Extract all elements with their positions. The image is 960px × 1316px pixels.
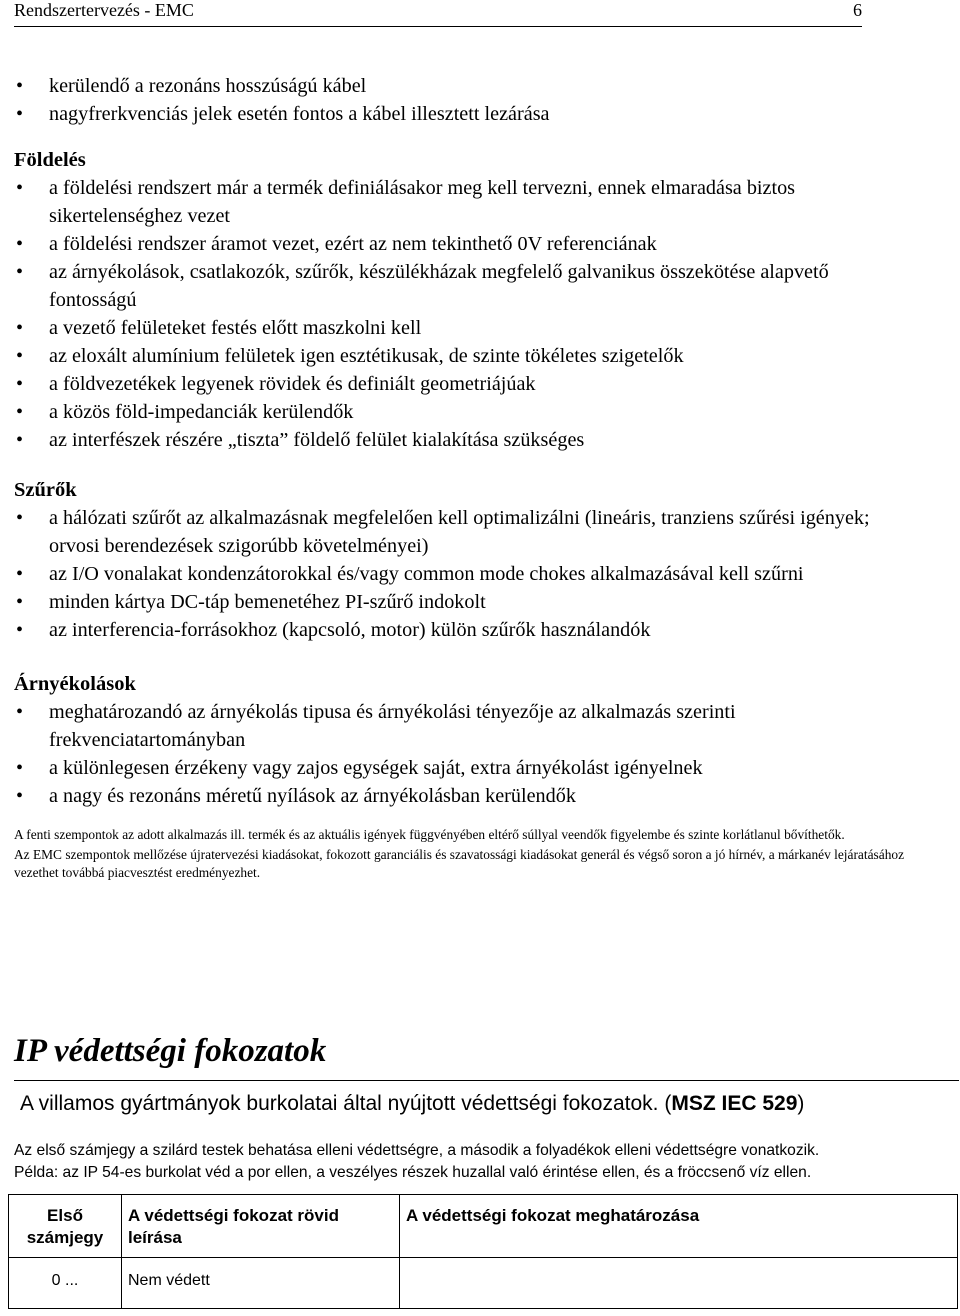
list-item: • a földelési rendszert már a termék definiálásakor meg kell tervezni, ennek elmaradása biztos sikertelenséghez vezet [14, 174, 914, 230]
list-item: • az árnyékolások, csatlakozók, szűrők, készülékházak megfelelő galvanikus összekötése alapvető fontosságú [14, 258, 914, 314]
bullet-icon: • [16, 317, 24, 339]
list-item: • a vezető felületeket festés előtt maszkolni kell [14, 314, 914, 342]
list-item: • kerülendő a rezonáns hosszúságú kábel [14, 72, 914, 100]
bullet-icon: • [16, 103, 24, 125]
column-header-definition: A védettségi fokozat meghatározása [400, 1195, 958, 1258]
main-content [14, 72, 914, 882]
list-item: • a nagy és rezonáns méretű nyílások az árnyékolásban kerülendők [14, 782, 914, 810]
bullet-icon: • [16, 75, 24, 97]
note-paragraph: A fenti szempontok az adott alkalmazás ill. termék és az aktuális igények függvényében eltérő súllyal veendők figyelembe és szinte korlátlanul bővíthetők. [14, 827, 845, 842]
ip-description: Az első számjegy a szilárd testek behatása elleni védettségre, a második a folyadékok elleni védettségre vonatkozik. Példa: az IP 54-es burkolat véd a por ellen, a veszélyes részek huzallal való érintése ellen, és a fröccsenő víz ellen. [14, 1142, 820, 1181]
bullet-icon: • [16, 701, 24, 723]
list-item: • minden kártya DC-táp bemenetéhez PI-szűrő indokolt [14, 588, 914, 616]
list-item: • az interferencia-forrásokhoz (kapcsoló, motor) külön szűrők használandók [14, 616, 914, 644]
list-item: • a hálózati szűrőt az alkalmazásnak megfelelően kell optimalizálni (lineáris, tranziens szűrési igények; orvosi berendezések szigorúbb követelményei) [14, 504, 914, 560]
bullet-icon: • [16, 619, 24, 641]
document-title: Rendszertervezés - EMC [14, 0, 194, 20]
list-item: • a földelési rendszer áramot vezet, ezért az nem tekinthető 0V referenciának [14, 230, 914, 258]
page-header [14, 0, 862, 27]
ip-subtitle: A villamos gyártmányok burkolatai által nyújtott védettségi fokozatok. (MSZ IEC 529) [20, 1092, 805, 1115]
bullet-icon: • [16, 563, 24, 585]
bullet-icon: • [16, 345, 24, 367]
table-header-row [9, 1195, 958, 1258]
bullet-icon: • [16, 757, 24, 779]
section-heading-szurok: Szűrők [14, 479, 77, 501]
list-item: • meghatározandó az árnyékolás tipusa és árnyékolási tényezője az alkalmazás szerinti frekvenciatartományban [14, 698, 914, 754]
section-heading-foldeles: Földelés [14, 149, 86, 171]
bullet-icon: • [16, 507, 24, 529]
bullet-icon: • [16, 429, 24, 451]
table-cell-definition [400, 1258, 958, 1309]
bullet-icon: • [16, 785, 24, 807]
list-item: • a különlegesen érzékeny vagy zajos egységek saját, extra árnyékolást igényelnek [14, 754, 914, 782]
section-heading-arnyekolasok: Árnyékolások [14, 673, 136, 695]
bullet-icon: • [16, 401, 24, 423]
arnyekolasok-list [14, 698, 914, 810]
bullet-icon: • [16, 177, 24, 199]
standard-reference: MSZ IEC 529 [671, 1092, 798, 1115]
szurok-list [14, 504, 914, 644]
note-paragraph: Az EMC szempontok mellőzése újratervezési kiadásokat, fokozott garanciális és szavatossági kiadásokat generál és végső soron a jó hírnév, a márkanév lejáratásához vezethet továbbá piacvesztést eredményezhet. [14, 847, 905, 880]
bullet-icon: • [16, 233, 24, 255]
column-header-first-digit: Első számjegy [9, 1195, 122, 1258]
list-item: • a földvezetékek legyenek rövidek és definiált geometriájúak [14, 370, 914, 398]
bullet-icon: • [16, 261, 24, 283]
column-header-short-description: A védettségi fokozat rövid leírása [122, 1195, 400, 1258]
page-number: 6 [853, 0, 862, 20]
bullet-icon: • [16, 591, 24, 613]
ip-section-title: IP védettségi fokozatok [14, 1030, 959, 1081]
bullet-icon: • [16, 373, 24, 395]
list-item: • nagyfrerkvenciás jelek esetén fontos a kábel illesztett lezárása [14, 100, 914, 128]
foldeles-list [14, 174, 914, 454]
table-cell-digit: 0 ... [9, 1258, 122, 1309]
list-item: • az eloxált alumínium felületek igen esztétikusak, de szinte tökéletes szigetelők [14, 342, 914, 370]
list-item: • az I/O vonalakat kondenzátorokkal és/vagy common mode chokes alkalmazásával kell szűrni [14, 560, 914, 588]
list-item: • a közös föld-impedanciák kerülendők [14, 398, 914, 426]
table-cell-short: Nem védett [122, 1258, 400, 1309]
intro-list [14, 72, 914, 128]
ip-table [8, 1194, 958, 1309]
list-item: • az interfészek részére „tiszta” földelő felület kialakítása szükséges [14, 426, 914, 454]
table-row [9, 1258, 958, 1309]
